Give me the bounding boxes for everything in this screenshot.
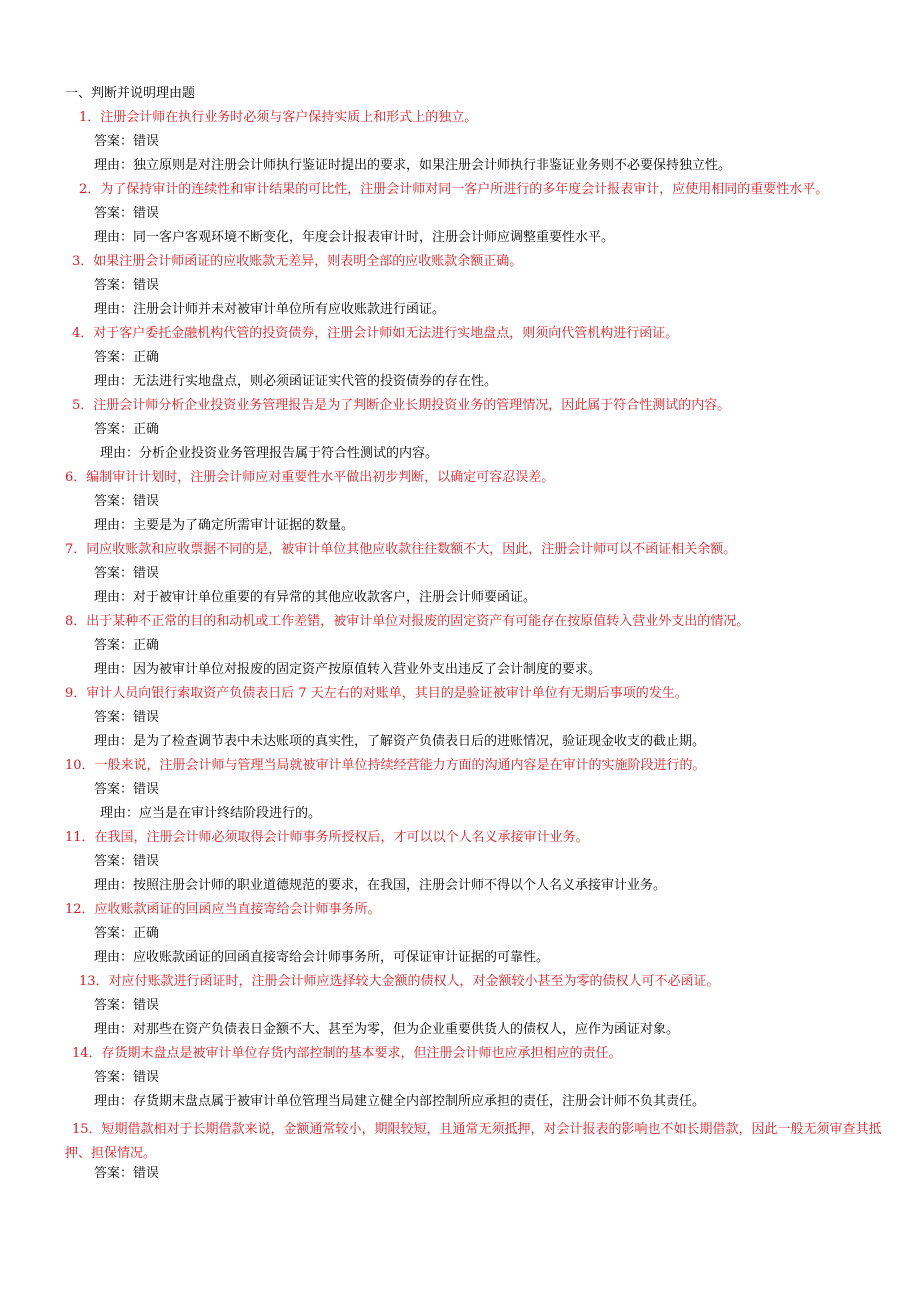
question-15: 15．短期借款相对于长期借款来说，金额通常较小，期限较短，且通常无须抵押，对会计报表的影响也不如长期借款，因此一般无须审查其抵押、担保情况。 — [65, 1122, 882, 1161]
answer-5: 答案：正确 — [94, 422, 160, 437]
reason-6: 理由：主要是为了确定所需审计证据的数量。 — [94, 518, 355, 533]
reason-13: 理由：对那些在资产负债表日金额不大、甚至为零，但为企业重要供货人的债权人，应作为函证对象。 — [94, 1022, 680, 1037]
reason-1: 理由：独立原则是对注册会计师执行鉴证时提出的要求，如果注册会计师执行非鉴证业务则不必要保持独立性。 — [94, 158, 732, 173]
reason-3: 理由：注册会计师并未对被审计单位所有应收账款进行函证。 — [94, 302, 446, 317]
question-8: 8．出于某种不正常的目的和动机或工作差错，被审计单位对报废的固定资产有可能存在按原值转入营业外支出的情况。 — [65, 614, 750, 629]
question-4: 4．对于客户委托金融机构代管的投资债券，注册会计师如无法进行实地盘点，则须向代管机构进行函证。 — [72, 326, 679, 341]
answer-13: 答案：错误 — [94, 998, 160, 1013]
reason-2: 理由：同一客户客观环境不断变化，年度会计报表审计时，注册会计师应调整重要性水平。 — [94, 230, 615, 245]
reason-12: 理由：应收账款函证的回函直接寄给会计师事务所，可保证审计证据的可靠性。 — [94, 950, 550, 965]
answer-8: 答案：正确 — [94, 638, 160, 653]
answer-4: 答案：正确 — [94, 350, 160, 365]
question-1: 1．注册会计师在执行业务时必须与客户保持实质上和形式上的独立。 — [79, 110, 478, 125]
answer-10: 答案：错误 — [94, 782, 160, 797]
answer-2: 答案：错误 — [94, 206, 160, 221]
question-13: 13．对应付账款进行函证时，注册会计师应选择较大金额的债权人，对金额较小甚至为零的债权人可不必函证。 — [79, 974, 720, 989]
answer-7: 答案：错误 — [94, 566, 160, 581]
reason-8: 理由：因为被审计单位对报废的固定资产按原值转入营业外支出违反了会计制度的要求。 — [94, 662, 602, 677]
question-11: 11．在我国，注册会计师必须取得会计师事务所授权后，才可以以个人名义承接审计业务。 — [65, 830, 589, 845]
reason-7: 理由：对于被审计单位重要的有异常的其他应收款客户，注册会计师要函证。 — [94, 590, 537, 605]
question-10: 10．一般来说，注册会计师与管理当局就被审计单位持续经营能力方面的沟通内容是在审计的实施阶段进行的。 — [65, 758, 706, 773]
answer-3: 答案：错误 — [94, 278, 160, 293]
reason-10: 理由：应当是在审计终结阶段进行的。 — [100, 806, 322, 821]
question-5: 5．注册会计师分析企业投资业务管理报告是为了判断企业长期投资业务的管理情况，因此属于符合性测试的内容。 — [72, 398, 731, 413]
question-12: 12．应收账款函证的回函应当直接寄给会计师事务所。 — [65, 902, 381, 917]
reason-9: 理由：是为了检查调节表中未达账项的真实性，了解资产负债表日后的进账情况，验证现金收支的截止期。 — [94, 734, 706, 749]
answer-6: 答案：错误 — [94, 494, 160, 509]
answer-11: 答案：错误 — [94, 854, 160, 869]
question-9: 9．审计人员向银行索取资产负债表日后 7 天左右的对账单，其目的是验证被审计单位有无期后事项的发生。 — [65, 686, 688, 701]
answer-14: 答案：错误 — [94, 1070, 160, 1085]
section-title: 一、判断并说明理由题 — [65, 86, 196, 101]
question-3: 3．如果注册会计师函证的应收账款无差异，则表明全部的应收账款余额正确。 — [72, 254, 523, 269]
question-14: 14．存货期末盘点是被审计单位存货内部控制的基本要求，但注册会计师也应承担相应的责任。 — [72, 1046, 622, 1061]
question-6: 6．编制审计计划时，注册会计师应对重要性水平做出初步判断，以确定可容忍误差。 — [65, 470, 555, 485]
reason-11: 理由：按照注册会计师的职业道德规范的要求，在我国，注册会计师不得以个人名义承接审计业务。 — [94, 878, 667, 893]
reason-5: 理由：分析企业投资业务管理报告属于符合性测试的内容。 — [100, 446, 439, 461]
reason-4: 理由：无法进行实地盘点，则必须函证证实代管的投资债券的存在性。 — [94, 374, 498, 389]
answer-15: 答案：错误 — [94, 1166, 160, 1181]
question-7: 7．同应收账款和应收票据不同的是，被审计单位其他应收款往往数额不大，因此，注册会计师可以不函证相关余额。 — [65, 542, 737, 557]
reason-14: 理由：存货期末盘点属于被审计单位管理当局建立健全内部控制所应承担的责任，注册会计师不负其责任。 — [94, 1094, 706, 1109]
answer-12: 答案：正确 — [94, 926, 160, 941]
question-2: 2．为了保持审计的连续性和审计结果的可比性，注册会计师对同一客户所进行的多年度会计报表审计，应使用相同的重要性水平。 — [79, 182, 829, 197]
answer-9: 答案：错误 — [94, 710, 160, 725]
answer-1: 答案：错误 — [94, 134, 160, 149]
